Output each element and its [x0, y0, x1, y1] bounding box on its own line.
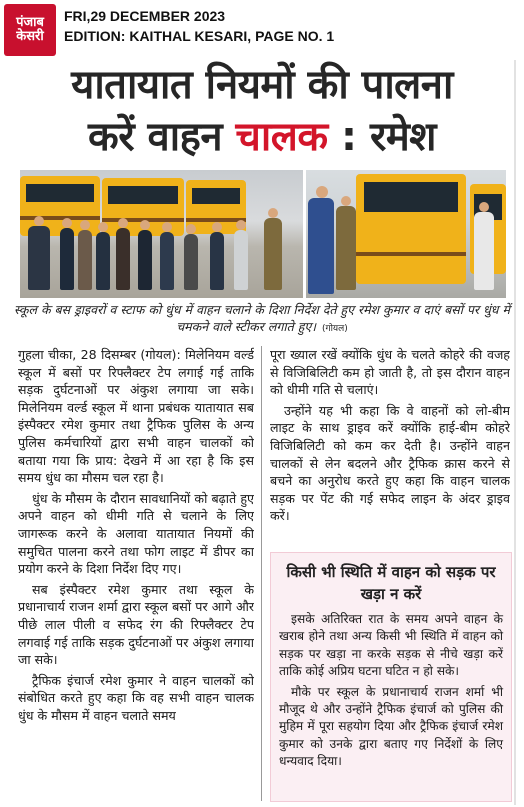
person-figure: [96, 232, 110, 290]
school-bus-shape: [356, 174, 466, 284]
photo-caption: [6, 301, 518, 338]
person-figure: [474, 212, 494, 290]
highlight-box-title: किसी भी स्थिति में वाहन को सड़क पर खड़ा न करें: [286, 563, 496, 603]
person-figure: [336, 206, 356, 290]
headline: [0, 60, 524, 162]
column-divider: [261, 346, 262, 801]
newspaper-logo: [4, 4, 56, 56]
highlight-box-body: [271, 611, 511, 771]
logo-line-1: पंजाब: [16, 15, 44, 31]
person-figure: [60, 228, 74, 290]
article-paragraph: गुहला चीका, 28 दिसम्बर (गोयल): मिलेनियम वर्ल्ड स्कूल में बसों पर रिफ्लैक्टर टेप लगाई गई ताकि सड़क दुर्घटनाओं पर अंकुश लगाया जा सके। मिलेनियम वर्ल्ड स्कूल में थाना प्रबंधक यातायात सब इंस्पैक्टर रमेश कुमार तथा ट्रैफिक पुलिस के अन्य पुलिस कर्मचारियों द्वारा सभी वाहन चालकों को बताया गया कि प्राय: देखने में आ रहा है कि इस समय धुंध का मौसम चल रहा है।: [18, 347, 254, 486]
article-column-left: [18, 346, 254, 804]
page-edge-line: [514, 60, 516, 805]
logo-line-2: केसरी: [16, 29, 44, 44]
person-figure: [78, 230, 92, 290]
person-figure: [308, 198, 334, 294]
article-paragraph: धुंध के मौसम के दौरान सावधानियों को बढ़ाते हुए अपने वाहन को धीमी गति से चलाने के लिए जागरूक करने के अलावा यातायात नियमों की समुचित पालना करने तथा फोग लाइट में डीपर का प्रयोग करने के दिशा निर्देश दिए गए।: [18, 490, 254, 577]
photo-briefing: [20, 170, 303, 298]
person-figure: [160, 232, 174, 290]
article-paragraph: पूरा ख्याल रखें क्योंकि धुंध के चलते कोहरे की वजह से विजिबिलिटी कम हो जाती है, तो इस दौरान वाहन को धीमी गति से चलाएं।: [270, 347, 510, 398]
article-column-right: [270, 346, 510, 542]
person-figure: [184, 234, 198, 290]
headline-line-2-end: : रमेश: [327, 114, 436, 160]
highlight-paragraph: इसके अतिरिक्त रात के समय अपने वाहन के खराब होने तथा अन्य किसी भी स्थिति में वाहन को सड़क पर खड़ा ना करके सड़क से नीचे खड़ा करें ताकि कोई अप्रिय घटना घटित न हो सके।: [279, 612, 503, 679]
person-figure: [138, 230, 152, 290]
highlight-paragraph: मौके पर स्कूल के प्रधानाचार्य राजन शर्मा भी मौजूद थे और उन्होंने ट्रैफिक इंचार्ज को पुलिस की मुहिम में पूरा सहयोग दिया और ट्रैफिक इंचार्ज रमेश कुमार को उनके द्वारा बताए गए निर्देशों के लिए धन्यवाद दिया।: [279, 684, 503, 769]
caption-text: स्कूल के बस ड्राइवरों व स्टाफ को धुंध में वाहन चलाने के दिशा निर्देश देते हुए रमेश कुमार व दाएं बसों पर धुंध में चमकने वाले स्टीकर लगाते हुए।: [14, 302, 510, 334]
person-figure: [210, 232, 224, 290]
person-figure: [28, 226, 50, 290]
article-paragraph: सब इंस्पैक्टर रमेश कुमार तथा स्कूल के प्रधानाचार्य राजन शर्मा द्वारा स्कूल बसों पर आगे और पीछे लाल पीली व सफेद रंग की रिफ्लैक्टर टेप लगवाई गई ताकि सड़क दुर्घटनाओं पर अंकुश लगाया जा सके।: [18, 581, 254, 668]
person-figure: [264, 218, 282, 290]
publication-date: FRI,29 DECEMBER 2023: [64, 8, 226, 24]
person-figure: [234, 230, 248, 290]
headline-accent-word: चालक: [235, 114, 328, 160]
highlight-box: [270, 552, 512, 802]
edition-meta: [64, 6, 334, 46]
headline-line-1: यातायात नियमों की पालना: [71, 62, 453, 108]
photo-sticker: [306, 170, 506, 298]
article-paragraph: उन्होंने यह भी कहा कि वे वाहनों को लो-बीम लाइट के साथ ड्राइव करें क्योंकि हाई-बीम कोहरे विजिबिलिटी को कम कर देती है। उन्होंने वाहन चालकों से लेन बदलने और ट्रैफिक क्रास करने से बचने का अनुरोध करते हुए कहा कि वाहन चालक सड़क पर पेंट की गई सफेद लाइन के अंदर ड्राइव करें।: [270, 402, 510, 524]
person-figure: [116, 228, 130, 290]
article-paragraph: ट्रैफिक इंचार्ज रमेश कुमार ने वाहन चालकों को संबोधित करते हुए कहा कि वह सभी वाहन चालक धुंध के मौसम में वाहन चलाते समय: [18, 672, 254, 723]
news-photos: [20, 170, 506, 298]
headline-line-2-start: करें वाहन: [88, 114, 236, 160]
headline-line-2: [0, 112, 524, 162]
edition-info: EDITION: KAITHAL KESARI, PAGE NO. 1: [64, 28, 335, 44]
photo-credit: (गोयल): [322, 324, 348, 334]
